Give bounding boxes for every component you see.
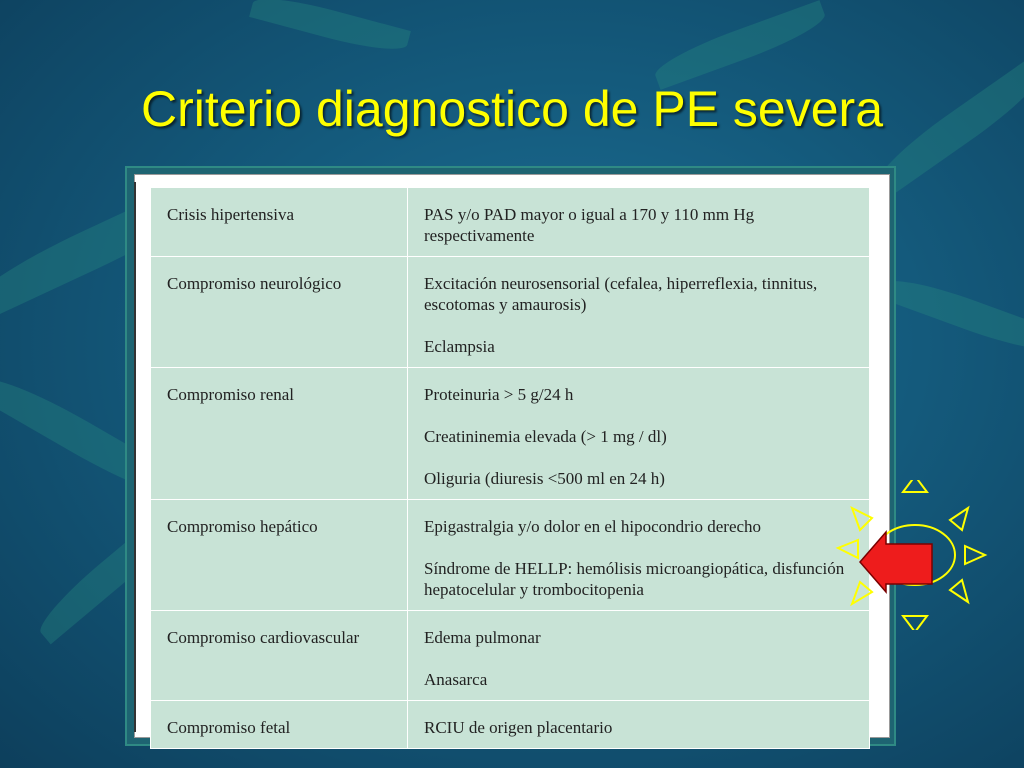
criterion-name: Compromiso cardiovascular [151,611,408,701]
criterion-detail-line: Creatininemia elevada (> 1 mg / dl) [424,427,667,446]
criterion-detail-line: Epigastralgia y/o dolor en el hipocondrio derecho [424,517,762,536]
criterion-detail-line: Edema pulmonar [424,628,541,647]
criterion-name: Compromiso renal [151,368,408,500]
criterion-detail [408,500,870,611]
criterion-name: Compromiso neurológico [151,257,408,368]
table-row [151,188,870,257]
criterion-name: Compromiso hepático [151,500,408,611]
criterion-detail [408,611,870,701]
table-row [151,257,870,368]
table-row [151,500,870,611]
criterion-detail-line: Proteinuria > 5 g/24 h [424,385,574,404]
slide-title: Criterio diagnostico de PE severa [140,81,884,137]
criterion-detail-line: Oliguria (diuresis <500 ml en 24 h) [424,469,665,488]
criterion-detail-line: Síndrome de HELLP: hemólisis microangiopática, disfunción hepatocelular y trombocitopenia [424,559,845,599]
criterion-detail [408,257,870,368]
criterion-detail-line: Excitación neurosensorial (cefalea, hiperreflexia, tinnitus, escotomas y amaurosis) [424,274,818,314]
background-leaf [249,0,411,58]
criterion-detail-line: Anasarca [424,670,488,689]
criterion-detail-line: Eclampsia [424,337,495,356]
background-leaf [650,0,829,90]
table-row [151,368,870,500]
criterion-detail [408,368,870,500]
document-image [134,174,890,738]
criterion-detail [408,701,870,749]
criterion-detail-line: RCIU de origen placentario [424,718,613,737]
background-leaf [880,270,1024,360]
red-arrow-sunburst-icon [820,480,1000,630]
table-row [151,701,870,749]
criterion-name: Crisis hipertensiva [151,188,408,257]
criterion-detail [408,188,870,257]
criteria-table [150,187,870,749]
criterion-name: Compromiso fetal [151,701,408,749]
table-row [151,611,870,701]
criterion-detail-line: PAS y/o PAD mayor o igual a 170 y 110 mm Hg respectivamente [424,205,755,245]
